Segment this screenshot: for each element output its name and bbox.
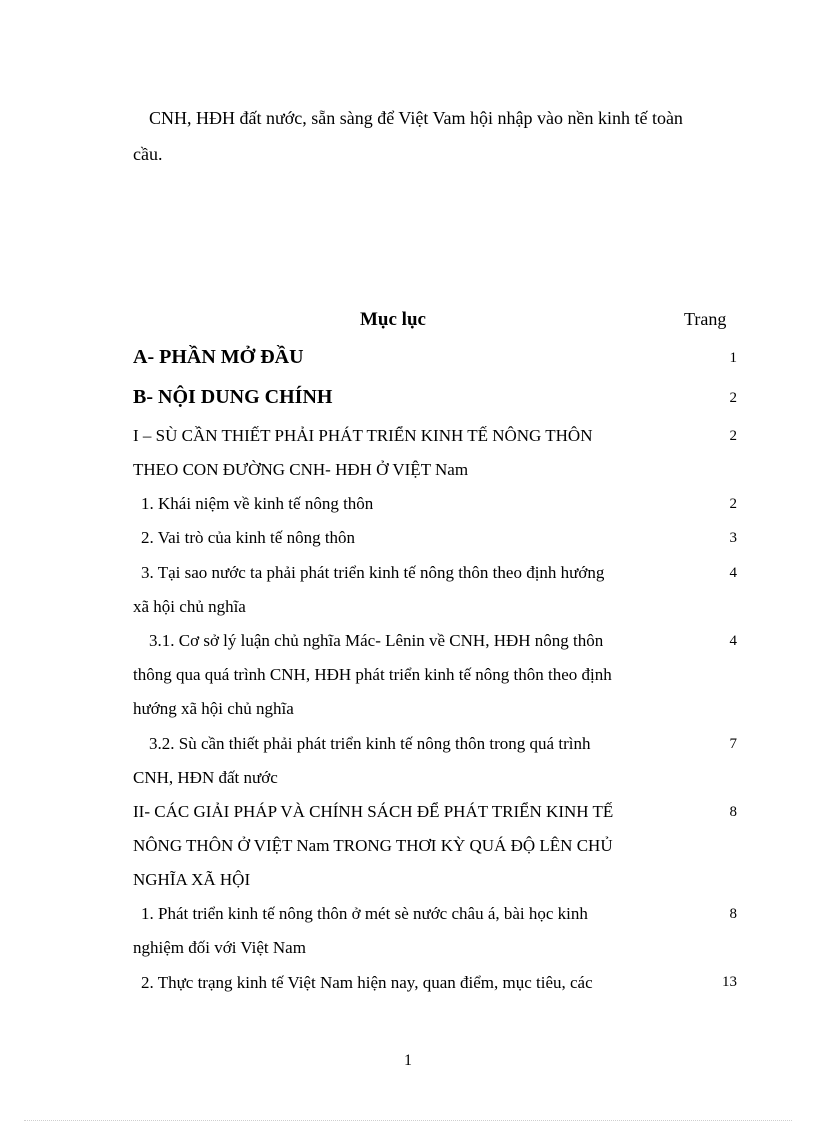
toc-entry-text: hướng xã hội chủ nghĩa [133,699,294,718]
toc-entry-page: 8 [729,906,737,922]
intro-line: CNH, HĐH đất nước, sẵn sàng để Việt Vam hội nhập vào nền kinh tế toàn [149,108,683,128]
toc-entry-page: 4 [729,565,737,581]
toc-entry-text: 2. Thực trạng kinh tế Việt Nam hiện nay, quan điểm, mục tiêu, các [141,973,593,992]
toc-entry-page: 8 [729,804,737,820]
toc-entry-page: 1 [729,350,737,366]
toc-entry-page: 2 [729,390,737,406]
toc-entry-text: 2. Vai trò của kinh tế nông thôn [141,528,356,547]
toc-entry-text: 3.1. Cơ sở lý luận chủ nghĩa Mác- Lênin về CNH, HĐH nông thôn [149,631,604,650]
toc-entry-page: 13 [722,974,737,990]
page-number: 1 [404,1052,412,1069]
toc-entry-text: 3. Tại sao nước ta phải phát triển kinh tế nông thôn theo định hướng [141,563,605,582]
page-bottom-divider [24,1120,792,1121]
toc-entry-text: THEO CON ĐƯỜNG CNH- HĐH Ở VIỆT Nam [133,460,469,479]
toc-entry-text: 3.2. Sù cần thiết phải phát triển kinh tế nông thôn trong quá trình [149,734,591,753]
toc-entry-text: A- PHẦN MỞ ĐẦU [133,346,304,368]
toc-entry-text: NGHĨA XÃ HỘI [133,870,251,889]
toc-entry-text: II- CÁC GIẢI PHÁP VÀ CHÍNH SÁCH ĐỂ PHÁT TRIỂN KINH TẾ [133,802,614,821]
toc-entry-page: 2 [729,496,737,512]
toc-entry-text: I – SÙ CẦN THIẾT PHẢI PHÁT TRIỂN KINH TẾ NÔNG THÔN [133,426,593,445]
toc-entry-page: 3 [729,530,737,546]
toc-entry-text: xã hội chủ nghĩa [133,597,246,616]
intro-line: cầu. [133,144,163,164]
toc-page-header: Trang [684,309,727,329]
toc-entry-text: 1. Phát triển kinh tế nông thôn ở mét sè nước châu á, bài học kinh [141,904,588,923]
toc-entry-page: 7 [729,736,737,752]
toc-entry-text: B- NỘI DUNG CHÍNH [133,386,333,408]
toc-entry-page: 4 [729,633,737,649]
toc-entry-text: NÔNG THÔN Ở VIỆT Nam TRONG THƠI KỲ QUÁ ĐỘ LÊN CHỦ [133,836,613,855]
toc-entry-text: thông qua quá trình CNH, HĐH phát triển kinh tế nông thôn theo định [133,665,612,684]
toc-title: Mục lục [360,309,426,330]
toc-entry-text: CNH, HĐN đất nước [133,768,278,787]
toc-entry-text: nghiệm đối với Việt Nam [133,938,306,957]
toc-entry-text: 1. Khái niệm về kinh tế nông thôn [141,494,374,513]
toc-entry-page: 2 [729,428,737,444]
